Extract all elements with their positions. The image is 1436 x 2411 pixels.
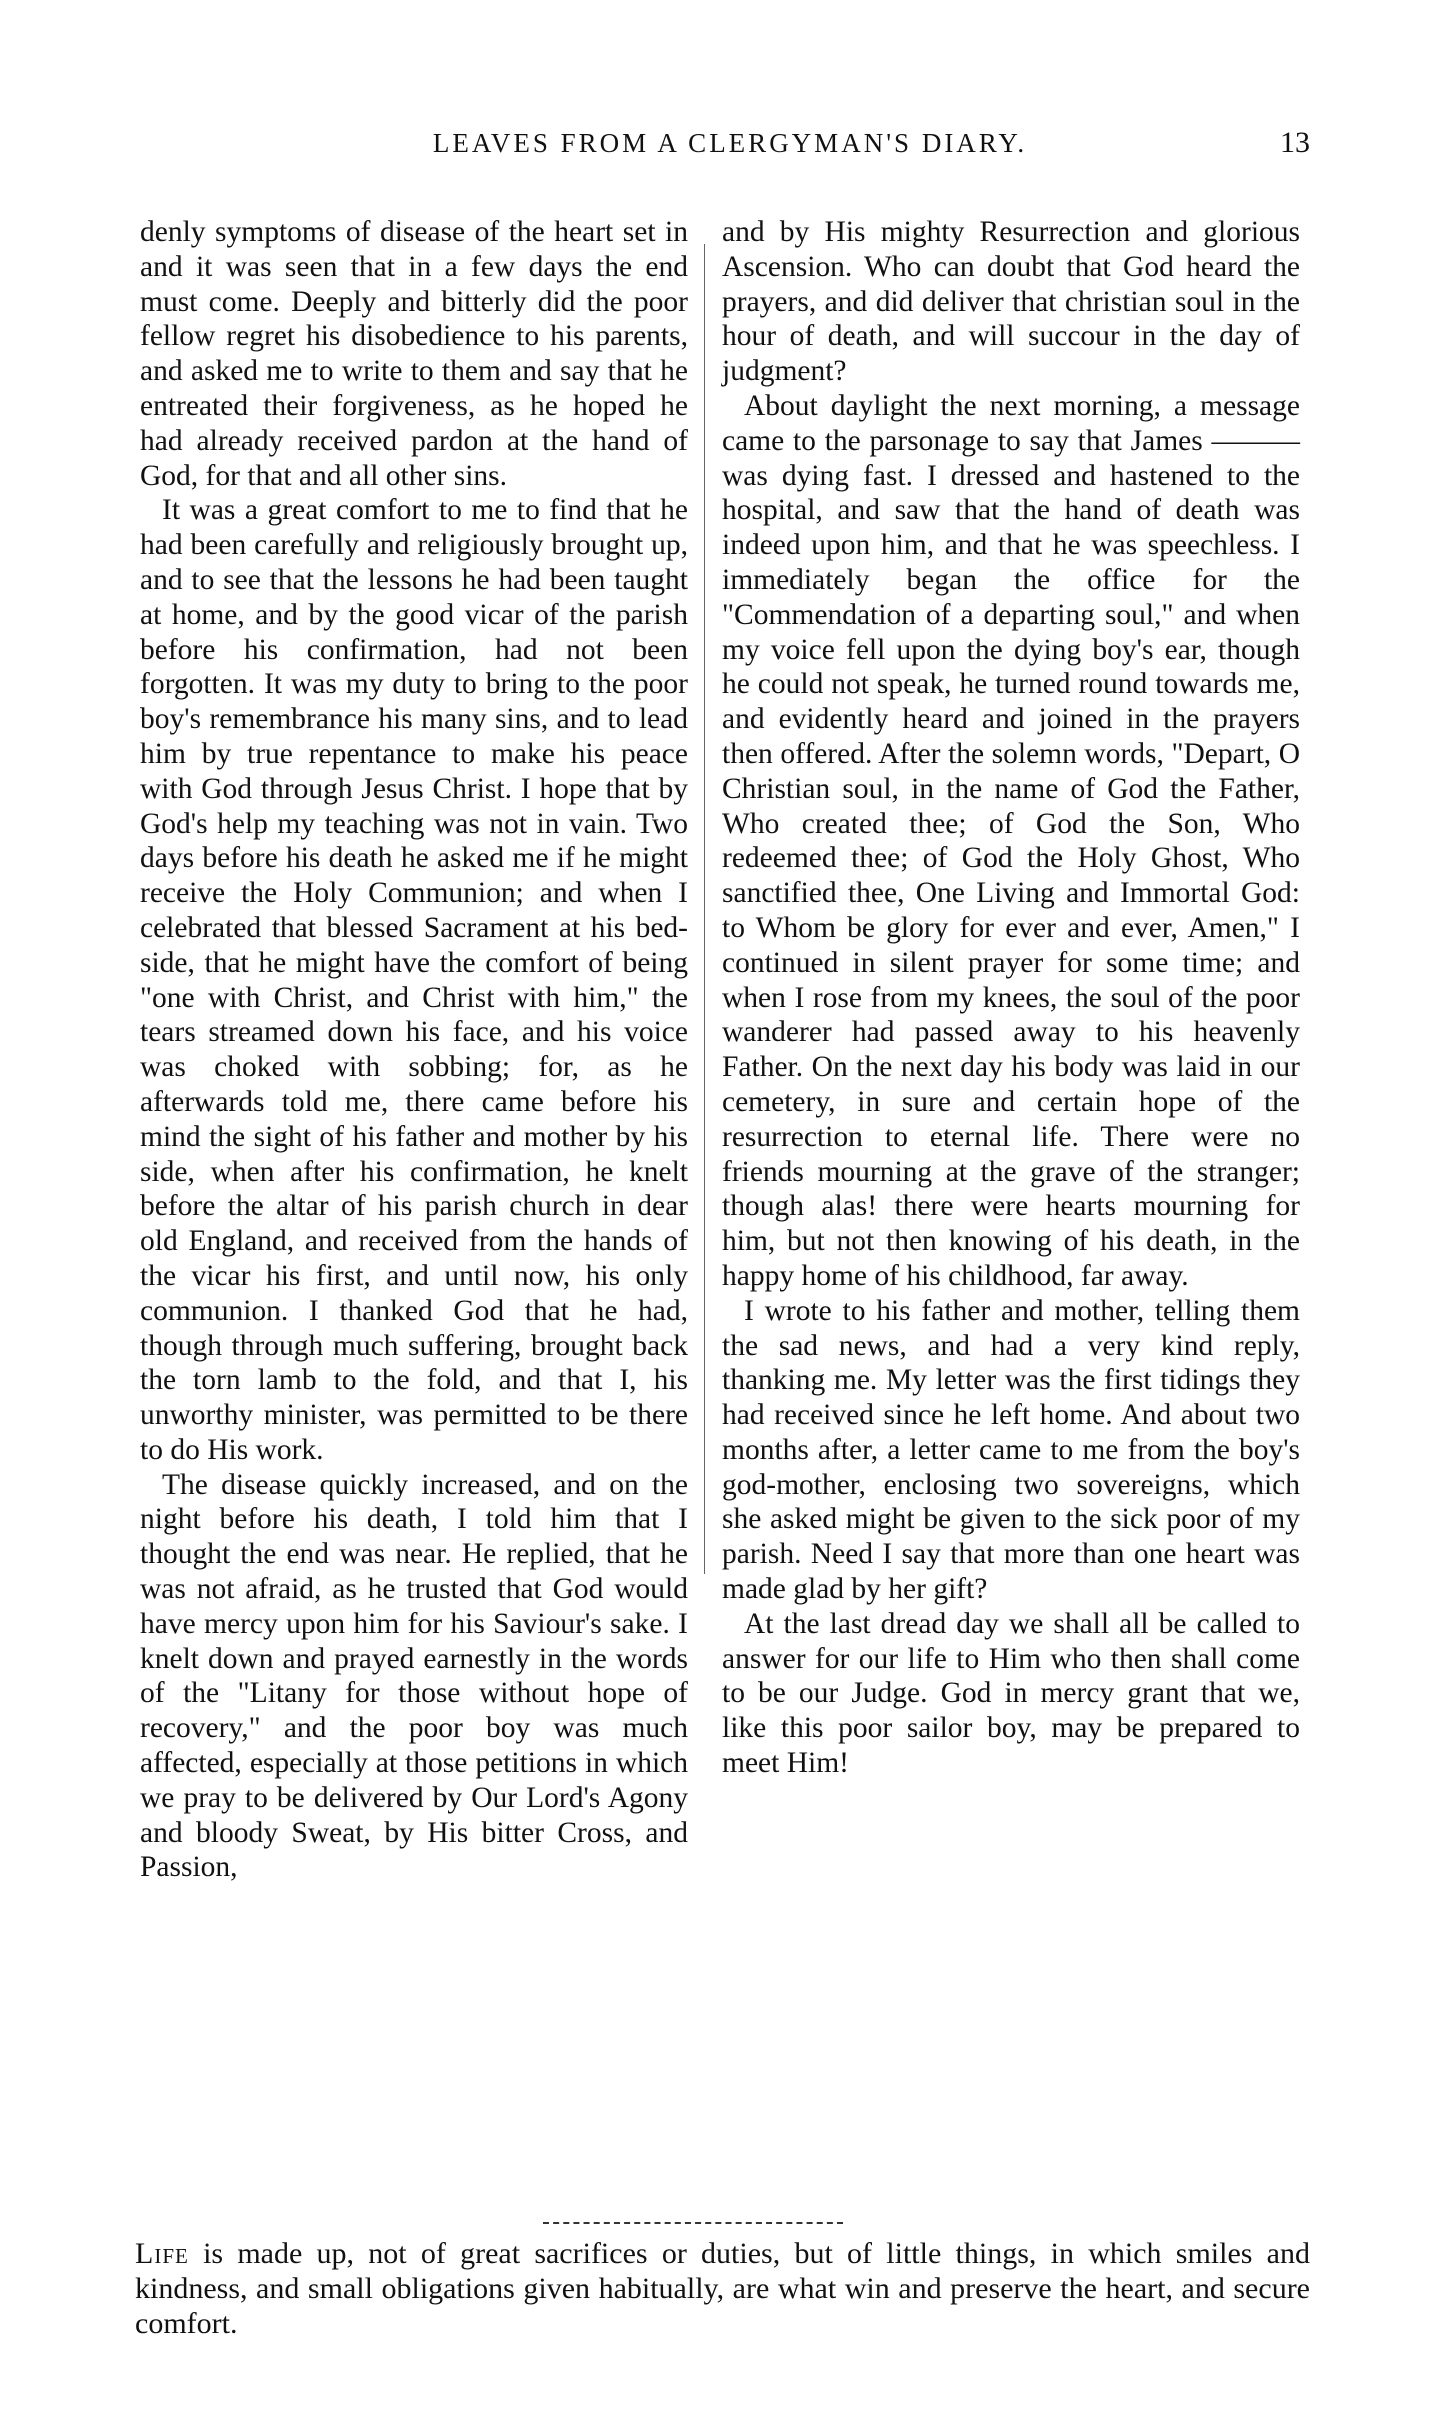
paragraph: About daylight the next morning, a message came to the parsonage to say that James ——— was dying fast. I dressed and hastened to the hospital, and saw that the hand of death was indeed upon him, and that he was speechless. I immediately began the office for the "Commendation of a departing soul," and when my voice fell upon the dying boy's ear, though he could not speak, he turned round towards me, and evidently heard and joined in the prayers then offered. After the solemn words, "Depart, O Christian soul, in the name of God the Father, Who created thee; of God the Son, Who redeemed thee; of God the Holy Ghost, Who sanctified thee, One Living and Immortal God: to Whom be glory for ever and ever, Amen," I continued in silent prayer for some time; and when I rose from my knees, the soul of the poor wanderer had passed away to his heavenly Father. On the next day his body was laid in our cemetery, in sure and certain hope of the resurrection to eternal life. There were no friends mourning at the grave of the stranger; though alas! there were hearts mourning for him, but not then knowing of his death, in the happy home of his childhood, far away.: [722, 389, 1300, 1292]
paragraph: denly symptoms of disease of the heart set in and it was seen that in a few days the end must come. Deeply and bitterly did the poor fellow regret his disobedience to his parents, and asked me to write to them and say that he entreated their forgiveness, as he hoped he had already received pardon at the hand of God, for that and all other sins.: [140, 216, 688, 492]
page-number: 13: [1280, 126, 1310, 159]
footnote-text: is made up, not of great sacrifices or duties, but of little things, in which smiles and kindness, and small obligations given habitually, are what win and preserve the heart, and secure comfort.: [135, 2237, 1310, 2340]
right-column: [722, 215, 1300, 1781]
footnote-lead-word: Life: [135, 2237, 189, 2270]
section-separator: [543, 2222, 843, 2224]
paragraph: and by His mighty Resurrection and glorious Ascension. Who can doubt that God heard the prayers, and did deliver that christian soul in the hour of death, and will succour in the day of judgment?: [722, 216, 1300, 388]
running-title: LEAVES FROM A CLERGYMAN'S DIARY.: [432, 128, 1028, 158]
paragraph: It was a great comfort to me to find that he had been carefully and religiously brought up, and to see that the lessons he had been taught at home, and by the good vicar of the parish before his confirmation, had not been forgotten. It was my duty to bring to the poor boy's remembrance his many sins, and to lead him by true repentance to make his peace with God through Jesus Christ. I hope that by God's help my teaching was not in vain. Two days before his death he asked me if he might receive the Holy Communion; and when I celebrated that blessed Sacrament at his bed-side, that he might have the comfort of being "one with Christ, and Christ with him," the tears streamed down his face, and his voice was choked with sobbing; for, as he afterwards told me, there came before his mind the sight of his father and mother by his side, when after his confirmation, he knelt before the altar of his parish church in dear old England, and received from the hands of the vicar his first, and until now, his only communion. I thanked God that he had, though through much suffering, brought back the torn lamb to the fold, and that I, his unworthy minister, was permitted to be there to do His work.: [140, 494, 688, 1466]
page-header: [150, 128, 1310, 168]
left-column: [140, 215, 688, 1885]
paragraph: At the last dread day we shall all be called to answer for our life to Him who then shall come to be our Judge. God in mercy grant that we, like this poor sailor boy, may be prepared to meet Him!: [722, 1607, 1300, 1780]
paragraph: The disease quickly increased, and on the night before his death, I told him that I thought the end was near. He replied, that he was not afraid, as he trusted that God would have mercy upon him for his Saviour's sake. I knelt down and prayed earnestly in the words of the "Litany for those without hope of recovery," and the poor boy was much affected, especially at those petitions in which we pray to be delivered by Our Lord's Agony and bloody Sweat, by His bitter Cross, and Passion,: [140, 1468, 688, 1884]
column-divider: [704, 244, 705, 1574]
footnote: [135, 2236, 1310, 2341]
paragraph: I wrote to his father and mother, telling them the sad news, and had a very kind reply, thanking me. My letter was the first tidings they had received since he left home. And about two months after, a letter came to me from the boy's god-mother, enclosing two sovereigns, which she asked might be given to the sick poor of my parish. Need I say that more than one heart was made glad by her gift?: [722, 1294, 1300, 1606]
footnote-paragraph: [135, 2236, 1310, 2341]
